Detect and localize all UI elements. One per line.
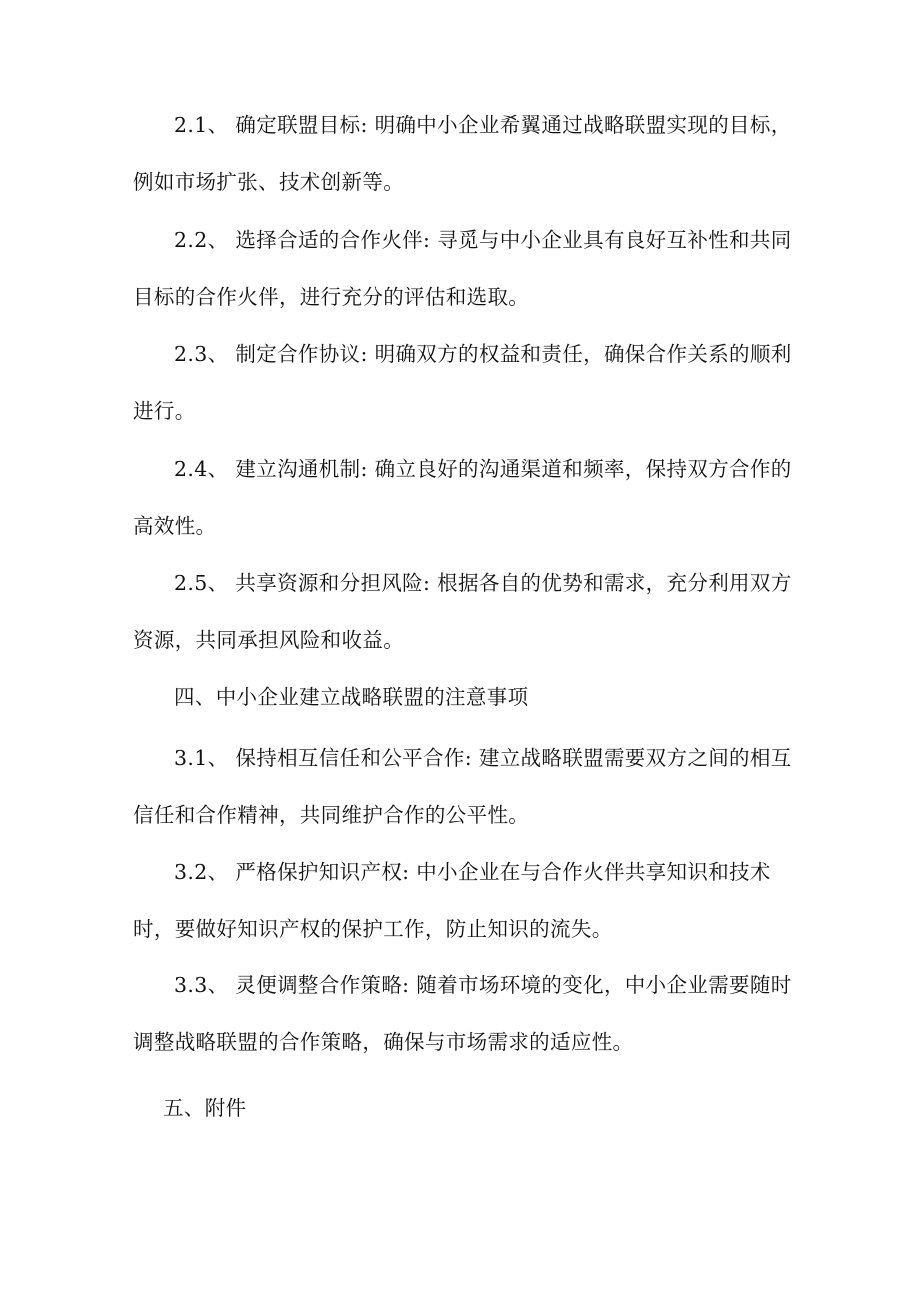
paragraph-2-1: 2.1、 确定联盟目标: 明确中小企业希翼通过战略联盟实现的目标，例如市场扩张、技术创新等。	[133, 113, 792, 194]
paragraph-3-1: 3.1、 保持相互信任和公平合作: 建立战略联盟需要双方之间的相互信任和合作精神，共同维护合作的公平性。	[133, 746, 792, 827]
paragraph-2-3: 2.3、 制定合作协议: 明确双方的权益和责任，确保合作关系的顺利进行。	[133, 342, 792, 423]
paragraph-3-2: 3.2、 严格保护知识产权: 中小企业在与合作火伴共享知识和技术时，要做好知识产权的保护工作，防止知识的流失。	[133, 860, 771, 941]
section-heading-5: 五、附件	[163, 1096, 247, 1120]
paragraph-2-5: 2.5、 共享资源和分担风险: 根据各自的优势和需求，充分利用双方资源，共同承担风险和收益。	[133, 571, 792, 652]
paragraph-2-4: 2.4、 建立沟通机制: 确立良好的沟通渠道和频率，保持双方合作的高效性。	[133, 457, 792, 538]
paragraph-3-3: 3.3、 灵便调整合作策略: 随着市场环境的变化，中小企业需要随时调整战略联盟的合作策略，确保与市场需求的适应性。	[133, 973, 792, 1054]
paragraph-2-2: 2.2、 选择合适的合作火伴: 寻觅与中小企业具有良好互补性和共同目标的合作火伴，进行充分的评估和选取。	[133, 228, 792, 309]
section-heading-4: 四、中小企业建立战略联盟的注意事项	[174, 685, 529, 709]
